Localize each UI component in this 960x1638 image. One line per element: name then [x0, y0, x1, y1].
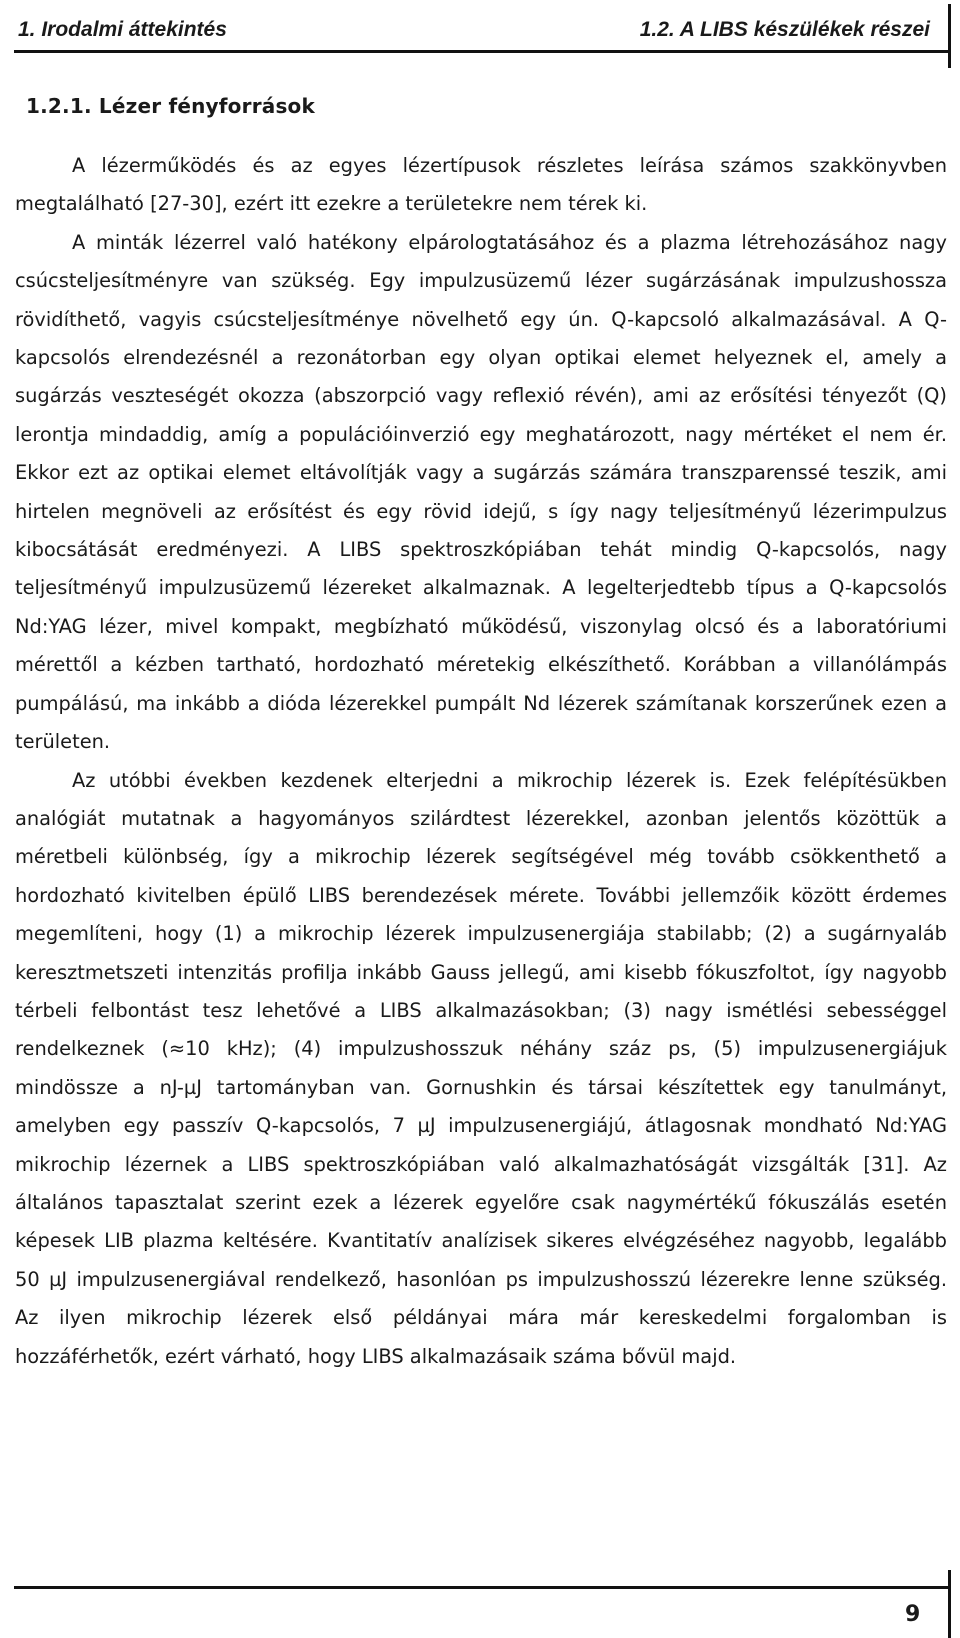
header-chapter: 1. Irodalmi áttekintés: [18, 18, 227, 41]
running-header: [18, 10, 930, 50]
body-text: [15, 147, 947, 1376]
page-number: 9: [905, 1602, 921, 1627]
header-corner-line: [948, 4, 951, 68]
footer-corner-line: [948, 1570, 951, 1638]
paragraph: A lézerműködés és az egyes lézertípusok részletes leírása számos szakkönyvben megtalálható [27-30], ezért itt ezekre a területekre nem térek ki.: [15, 154, 947, 216]
paragraph: Az utóbbi években kezdenek elterjedni a mikrochip lézerek is. Ezek felépítésükben analógiát mutatnak a hagyományos szilárdtest lézerekkel, azonban jelentős közöttük a méretbeli különbség, így a mikrochip lézerek segítségével még tovább csökkenthető a hordozható kivitelben épülő LIBS berendezések mérete. További jellemzőik között érdemes megemlíteni, hogy (1) a mikrochip lézerek impulzusenergiája stabilabb; (2) a sugárnyaláb keresztmetszeti intenzitás profilja inkább Gauss jellegű, ami kisebb fókuszfoltot, így nagyobb térbeli felbontást tesz lehetővé a LIBS alkalmazásokban; (3) nagy ismétlési sebességgel rendelkeznek (≈10 kHz); (4) impulzushosszuk néhány száz ps, (5) impulzusenergiájuk mindössze a nJ-µJ tartományban van. Gornushkin és társai készítettek egy tanulmányt, amelyben egy passzív Q-kapcsolós, 7 µJ impulzusenergiájú, átlagosnak mondható Nd:YAG mikrochip lézernek a LIBS spektroszkópiában való alkalmazhatóságát vizsgálták [31]. Az általános tapasztalat szerint ezek a lézerek egyelőre csak nagymértékű fókuszálás esetén képesek LIB plazma keltésére. Kvantitatív analízisek sikeres elvégzéséhez nagyobb, legalább 50 µJ impulzusenergiával rendelkező, hasonlóan ps impulzushosszú lézerekre lenne szükség. Az ilyen mikrochip lézerek első példányai mára már kereskedelmi forgalomban is hozzáférhetők, ezért várható, hogy LIBS alkalmazásaik száma bővül majd.: [15, 768, 947, 1368]
section-title: 1.2.1. Lézer fényforrások: [26, 94, 315, 118]
header-rule: [14, 50, 951, 53]
footer-rule: [14, 1586, 951, 1589]
header-section: 1.2. A LIBS készülékek részei: [639, 18, 930, 41]
paragraph: A minták lézerrel való hatékony elpárologtatásához és a plazma létrehozásához nagy csúcsteljesítményre van szükség. Egy impulzusüzemű lézer sugárzásának impulzushossza rövidíthető, vagyis csúcsteljesítménye növelhető egy ún. Q-kapcsoló alkalmazásával. A Q-kapcsolós elrendezésnél a rezonátorban egy olyan optikai elemet helyeznek el, amely a sugárzás veszteségét okozza (abszorpció vagy reflexió révén), ami az erősítési tényezőt (Q) lerontja mindaddig, amíg a populációinverzió egy meghatározott, nagy mértéket el nem ér. Ekkor ezt az optikai elemet eltávolítják vagy a sugárzás számára transzparenssé teszik, ami hirtelen megnöveli az erősítést és egy rövid idejű, s így nagy teljesítményű lézerimpulzus kibocsátását eredményezi. A LIBS spektroszkópiában tehát mindig Q-kapcsolós, nagy teljesítményű impulzusüzemű lézereket alkalmaznak. A legelterjedtebb típus a Q-kapcsolós Nd:YAG lézer, mivel kompakt, megbízható működésű, viszonylag olcsó és a laboratóriumi mérettől a kézben tartható, hordozható méretekig elkészíthető. Korábban a villanólámpás pumpálású, ma inkább a dióda lézerekkel pumpált Nd lézerek számítanak korszerűnek ezen a területen.: [15, 230, 947, 754]
